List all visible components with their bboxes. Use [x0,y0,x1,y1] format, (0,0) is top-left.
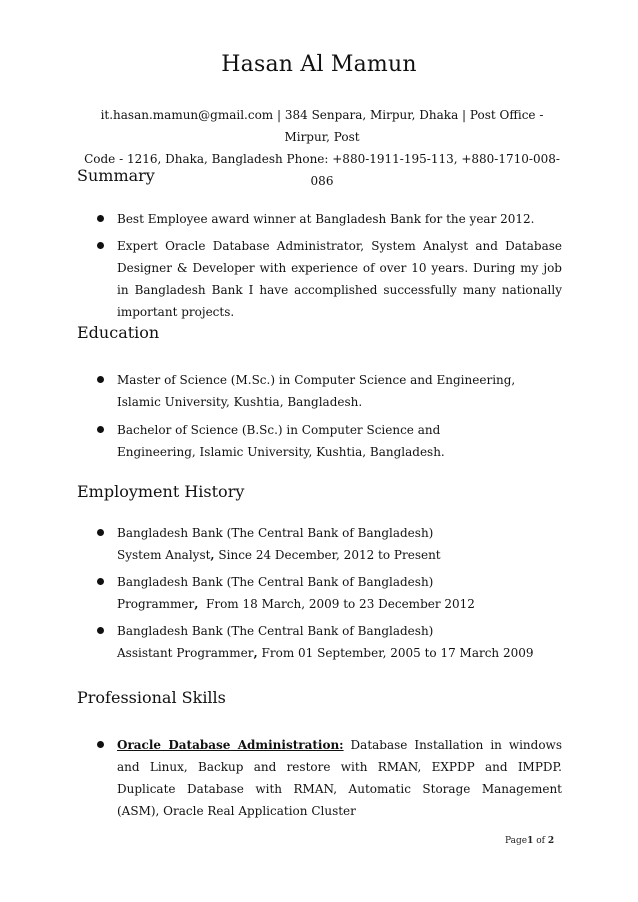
page-label: Page [505,836,528,846]
list-item [97,419,517,463]
page-total: 2 [547,836,555,846]
candidate-name: Hasan Al Mamun [221,52,417,77]
bullet-icon [97,426,104,433]
list-item [97,235,562,323]
list-item [97,734,562,822]
employment-period: From 18 March, 2009 to 23 December 2012 [198,597,475,611]
employment-period: From 01 September, 2005 to 17 March 2009 [257,646,534,660]
role-title: Assistant Programmer [117,646,254,660]
bullet-icon [97,627,104,634]
list-item [97,522,562,566]
summary-item-text: Expert Oracle Database Administrator, System Analyst and Database Designer & Developer with experience of over 10 years. During my job in Bangladesh Bank I have accomplished successfully many nationally important projects. [117,239,562,319]
summary-heading: Summary [77,166,155,185]
contact-line-1: it.hasan.mamun@gmail.com | 384 Senpara, Mirpur, Dhaka | Post Office - Mirpur, Post [100,108,544,144]
employer-name: Bangladesh Bank (The Central Bank of Bangladesh) [117,624,434,638]
bullet-icon [97,215,104,222]
contact-line-2: Code - 1216, Dhaka, Bangladesh Phone: +880-1911-195-113, +880-1710-008-086 [84,152,560,188]
list-item [97,208,562,230]
page-number-footer [505,836,554,846]
page-number: 1 [527,836,534,846]
bullet-icon [97,529,104,536]
summary-item-text: Best Employee award winner at Bangladesh Bank for the year 2012. [117,212,535,226]
education-list [97,369,517,463]
skills-list [97,734,562,822]
employment-role: System Analyst, Since 24 December, 2012 to Present [117,548,441,562]
employer-name: Bangladesh Bank (The Central Bank of Bangladesh) [117,575,434,589]
summary-list [97,208,562,323]
bullet-icon [97,376,104,383]
skill-description: Database Installation in windows and Linux, Backup and restore with RMAN, EXPDP and IMPDP. Duplicate Database with RMAN, Automatic Storage Management (ASM), Oracle Real Application Cluster [117,738,562,818]
bullet-icon [97,741,104,748]
employment-role: Programmer, From 18 March, 2009 to 23 December 2012 [117,597,475,611]
education-item-text: Master of Science (M.Sc.) in Computer Science and Engineering, Islamic University, Kushtia, Bangladesh. [117,373,516,409]
employment-list [97,522,562,664]
list-item [97,369,517,413]
skills-heading: Professional Skills [77,688,226,707]
skill-title: Oracle Database Administration: [117,738,344,752]
bullet-icon [97,578,104,585]
employer-name: Bangladesh Bank (The Central Bank of Bangladesh) [117,526,434,540]
bullet-icon [97,242,104,249]
of-label: of [536,836,545,846]
employment-period: Since 24 December, 2012 to Present [214,548,441,562]
employment-role: Assistant Programmer, From 01 September, 2005 to 17 March 2009 [117,646,534,660]
list-item [97,571,562,615]
education-heading: Education [77,323,160,342]
role-title: System Analyst [117,548,211,562]
education-item-text: Bachelor of Science (B.Sc.) in Computer Science and Engineering, Islamic University, Kushtia, Bangladesh. [117,423,445,459]
role-title: Programmer [117,597,195,611]
list-item [97,620,562,664]
employment-heading: Employment History [77,482,245,501]
